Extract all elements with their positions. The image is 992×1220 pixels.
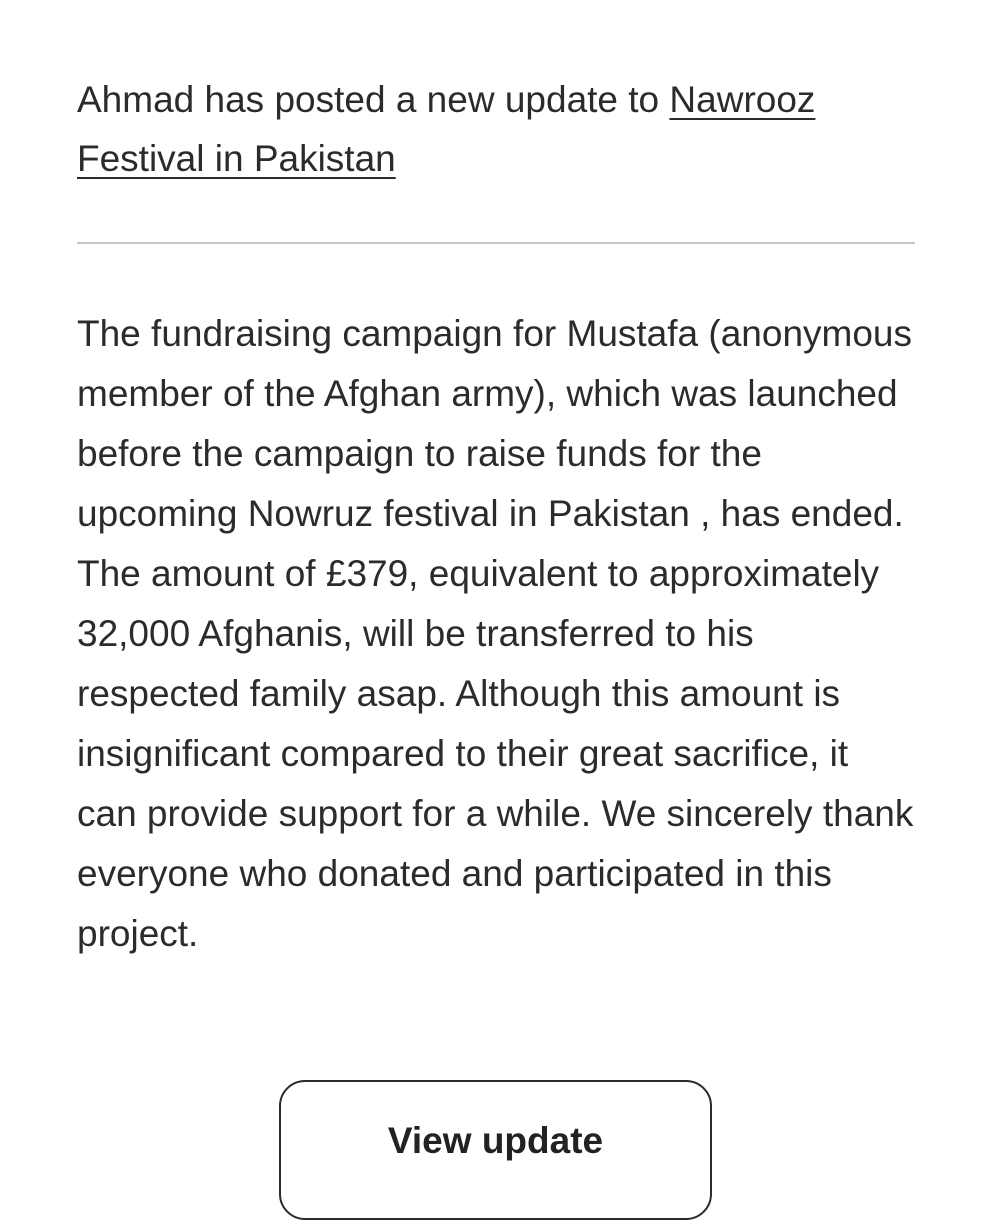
update-body: The fundraising campaign for Mustafa (anonymous member of the Afghan army), which was launched before the campaign to raise funds for the upcoming Nowruz festival in Pakistan , has ended. The amount of £379, equivalent to approximately 32,000 Afghanis, will be transferred to his respected family asap. Although this amount is insignificant compared to their great sacrifice, it can provide support for a while. We sincerely thank everyone who donated and participated in this project. xyxy=(77,313,914,954)
view-update-button-label: View update xyxy=(387,1120,604,1161)
divider xyxy=(77,242,915,244)
update-header xyxy=(77,70,915,188)
headline-text: Ahmad has posted a new update to xyxy=(77,79,670,120)
view-update-button[interactable] xyxy=(279,1080,712,1220)
project-link[interactable]: Nawrooz Festival in Pakistan xyxy=(77,79,816,179)
update-headline xyxy=(77,70,915,188)
